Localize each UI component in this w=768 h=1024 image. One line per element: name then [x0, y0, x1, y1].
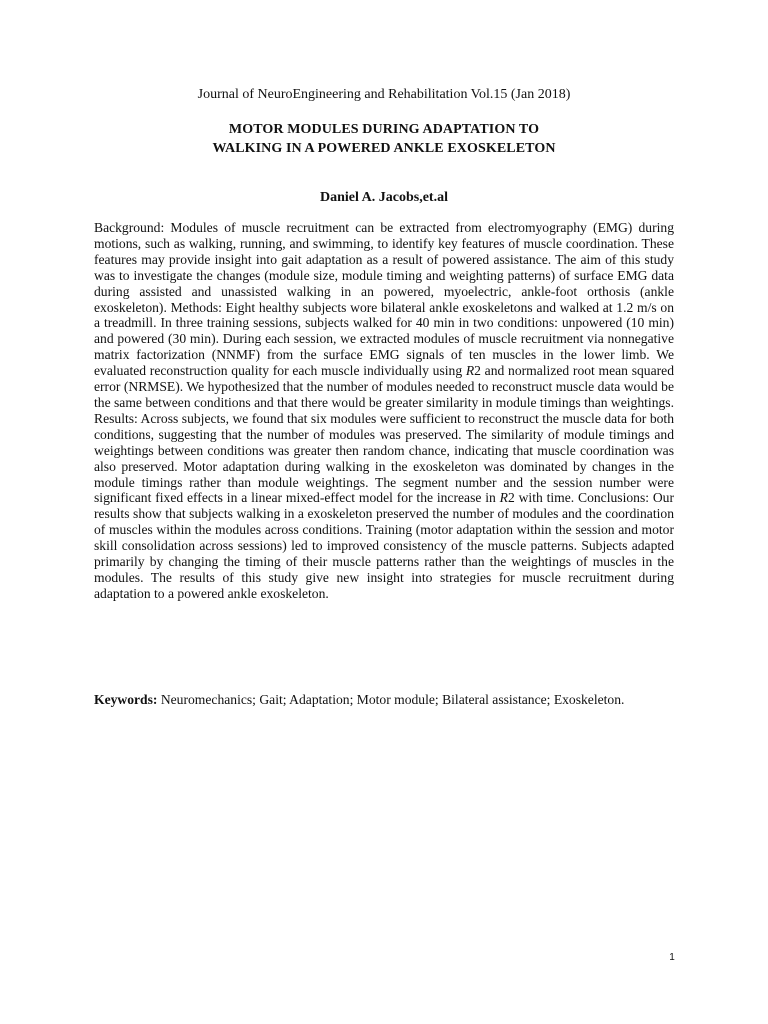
abstract-text-part-3: 2 with time. Conclusions: Our results show that subjects walking in a exoskeleton preserved the number of modules and the coordination of muscles within the modules across conditions. Training (motor adaptation within the session and motor skill consolidation across sessions) led to improved consistency of the muscle patterns. Subjects adapted primarily by changing the timing of their muscle patterns rather than the weightings of muscles in the modules. The results of this study give new insight into strategies for muscle recruitment during adaptation to a powered ankle exoskeleton. [94, 490, 674, 601]
journal-header: Journal of NeuroEngineering and Rehabilitation Vol.15 (Jan 2018) [197, 87, 571, 102]
r2-symbol: R [499, 490, 508, 506]
paper-title-line-2: WALKING IN A POWERED ANKLE EXOSKELETON [212, 141, 556, 156]
abstract-paragraph [94, 220, 674, 602]
abstract-text-part-2: 2 and normalized root mean squared error (NRMSE). We hypothesized that the number of modules needed to reconstruct muscle data would be the same between conditions and that there would be greater similarity in module timings than weightings. Results: Across subjects, we found that six modules were sufficient to reconstruct the muscle data for both conditions, suggesting that the number of modules was preserved. The similarity of module timings and weightings between conditions was greater then random chance, indicating that muscle coordination was also preserved. Motor adaptation during walking in the exoskeleton was dominated by changes in the module timings rather than module weightings. The segment number and the session number were significant fixed effects in a linear mixed-effect model for the increase in [94, 363, 674, 506]
keywords-label: Keywords: [94, 692, 158, 707]
page-number: 1 [669, 952, 675, 963]
abstract [94, 220, 674, 602]
paper-title-line-1: MOTOR MODULES DURING ADAPTATION TO [228, 122, 540, 137]
keywords-list: Neuromechanics; Gait; Adaptation; Motor module; Bilateral assistance; Exoskeleton. [157, 692, 625, 707]
author-line: Daniel A. Jacobs,et.al [320, 190, 448, 205]
paper-title [0, 120, 768, 158]
keywords [94, 692, 674, 708]
r2-symbol: R [465, 363, 475, 379]
abstract-text-part-1: Background: Modules of muscle recruitment can be extracted from electromyography (EMG) during motions, such as walking, running, and swimming, to identify key features of muscle coordination. These features may provide insight into gait adaptation as a result of powered assistance. The aim of this study was to investigate the changes (module size, module timing and weighting patterns) of surface EMG data during assisted and unassisted walking in an powered, myoelectric, ankle-foot orthosis (ankle exoskeleton). Methods: Eight healthy subjects wore bilateral ankle exoskeletons and walked at 1.2 m/s on a treadmill. In three training sessions, subjects walked for 40 min in two conditions: unpowered (10 min) and powered (30 min). During each session, we extracted modules of muscle recruitment via nonnegative matrix factorization (NNMF) from the surface EMG signals of ten muscles in the lower limb. We evaluated reconstruction quality for each muscle individually using [94, 220, 674, 379]
